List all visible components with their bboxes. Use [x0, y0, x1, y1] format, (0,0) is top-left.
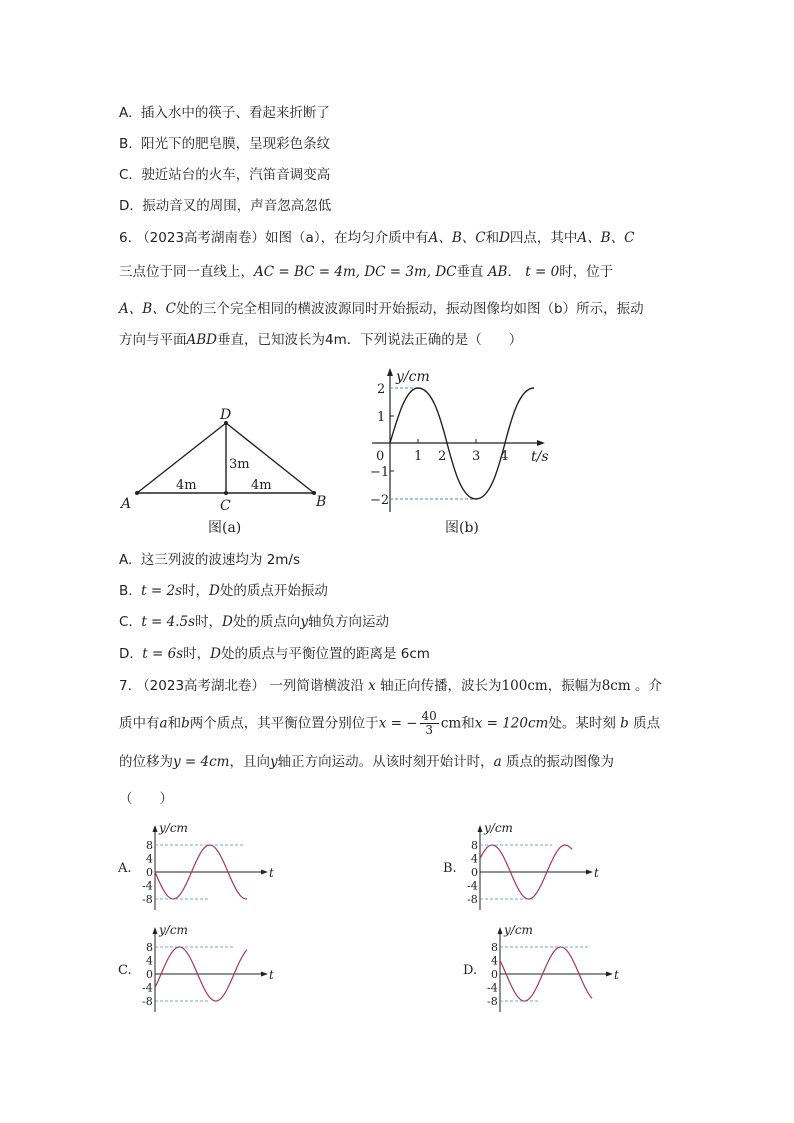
origin-label: 0 [376, 449, 385, 464]
graph-c-tick-4: -8 [142, 995, 153, 1008]
figure-b-caption: 图(b) [445, 520, 479, 536]
label-dc-length: 3m [229, 457, 250, 472]
graph-a-tick-2: 0 [146, 866, 153, 879]
q5-option-c: C. 驶近站台的火车，汽笛音调变高 [119, 167, 331, 183]
graph-a-t-arrow [261, 870, 268, 875]
graph-b-tick-4: -8 [467, 893, 478, 906]
graph-c-t-label: t [269, 968, 274, 982]
graph-d-tick-4: -8 [487, 995, 498, 1008]
graph-c-tick-1: 4 [146, 954, 153, 968]
graph-d-t-label: t [614, 968, 619, 982]
graph-b-y-label: y/cm [484, 821, 513, 835]
fraction-40-3: $\frac{40}{3}$ [421, 709, 437, 737]
graph-b-tick-0: 8 [471, 839, 478, 852]
graph-d-tick-2: 0 [491, 968, 498, 981]
graph-d-tick-1: 4 [491, 954, 498, 968]
figure-a-caption: 图(a) [208, 520, 242, 536]
label-d: D [220, 407, 232, 423]
graph-b [443, 821, 599, 910]
t-tick-2: 2 [438, 449, 447, 464]
label-b: B [316, 494, 327, 510]
q6-stem-line-4: 方向与平面ABD垂直，已知波长为4m．下列说法正确的是（ ） [119, 332, 523, 348]
q5-option-d: D. 振动音叉的周围，声音忽高忽低 [119, 198, 332, 214]
y-tick-1: 1 [377, 410, 386, 425]
graph-a-t-label: t [269, 866, 274, 880]
q7-answer-bracket: （ ） [119, 791, 173, 807]
graph-d-letter: D. [463, 963, 478, 978]
graph-a-tick-0: 8 [146, 839, 153, 852]
q6-option-c: C. t = 4.5s时，D处的质点向y轴负方向运动 [119, 614, 389, 630]
q7-stem-line-1: 7. （2023高考湖北卷） 一列简谐横波沿 x 轴正向传播，波长为100cm，振幅为8cm 。介 [119, 678, 662, 694]
graph-a-tick-4: -8 [142, 893, 153, 906]
q7-stem-line-2: 质中有a和b两个质点，其平衡位置分别位于x = − $\frac{40}{3}$ cm和x = 120cm处。某时刻 b 质点 [119, 709, 661, 737]
label-ac-length: 4m [176, 478, 197, 493]
t-tick-4: 4 [500, 449, 509, 464]
y-tick-2: 2 [377, 382, 386, 397]
graph-c-y-label: y/cm [159, 923, 188, 937]
q5-option-a: A. 插入水中的筷子、看起来折断了 [119, 105, 330, 121]
graph-c [118, 923, 274, 1012]
q7-stem-line-3: 的位移为y = 4cm，且向y轴正方向运动。从该时刻开始计时，a 质点的振动图像为 [119, 754, 614, 770]
graph-d-tick-3: -4 [487, 981, 498, 995]
q6-stem-line-2: 三点位于同一直线上，AC = BC = 4m, DC = 3m, DC垂直 AB． t = 0时，位于 [119, 264, 614, 280]
graph-a-y-arrow [153, 825, 158, 832]
graph-b-t-label: t [594, 866, 599, 880]
graph-a-y-label: y/cm [159, 821, 188, 835]
graph-b-tick-2: 0 [471, 866, 478, 879]
graph-c-tick-3: -4 [142, 981, 153, 995]
y-axis-label: y/cm [396, 369, 430, 385]
graph-d-y-label: y/cm [504, 923, 533, 937]
label-c: C [220, 498, 231, 514]
y-tick-neg2: −2 [370, 493, 390, 508]
graph-b-tick-3: -4 [467, 879, 478, 893]
graph-d-t-arrow [606, 972, 613, 977]
q6-stem-line-1: 6. （2023高考湖南卷）如图（a），在均匀介质中有A、B、C和D四点，其中A、B、C [119, 230, 635, 246]
graph-a [117, 821, 274, 910]
graph-d [463, 923, 619, 1012]
graph-b-y-arrow [478, 825, 483, 832]
graph-a-letter: A. [118, 861, 132, 876]
graph-a-tick-3: -4 [142, 879, 153, 893]
graph-a-tick-1: 4 [146, 852, 153, 866]
label-cb-length: 4m [251, 478, 272, 493]
graph-b-t-arrow [586, 870, 593, 875]
graph-c-tick-0: 8 [146, 941, 153, 954]
q6-option-d: D. t = 6s时，D处的质点与平衡位置的距离是 6cm [119, 646, 430, 662]
graph-c-t-arrow [261, 972, 268, 977]
q6-stem-line-3: A、B、C处的三个完全相同的横波波源同时开始振动，振动图像均如图（b）所示，振动 [119, 301, 644, 317]
graph-b-letter: B. [443, 861, 457, 876]
t-tick-3: 3 [472, 449, 481, 464]
graph-d-y-arrow [498, 927, 503, 934]
t-tick-1: 1 [414, 449, 423, 464]
graph-b-tick-1: 4 [471, 852, 478, 866]
graph-c-letter: C. [118, 963, 132, 978]
y-tick-neg1: −1 [370, 465, 390, 480]
graph-c-tick-2: 0 [146, 968, 153, 981]
label-a: A [121, 496, 132, 512]
q6-option-a: A. 这三列波的波速均为 2m/s [119, 552, 301, 568]
q6-option-b: B. t = 2s时，D处的质点开始振动 [119, 583, 328, 599]
q5-option-b: B. 阳光下的肥皂膜，呈现彩色条纹 [119, 136, 331, 152]
graph-d-tick-0: 8 [491, 941, 498, 954]
t-axis-label: t/s [531, 449, 549, 465]
graph-c-y-arrow [153, 927, 158, 934]
